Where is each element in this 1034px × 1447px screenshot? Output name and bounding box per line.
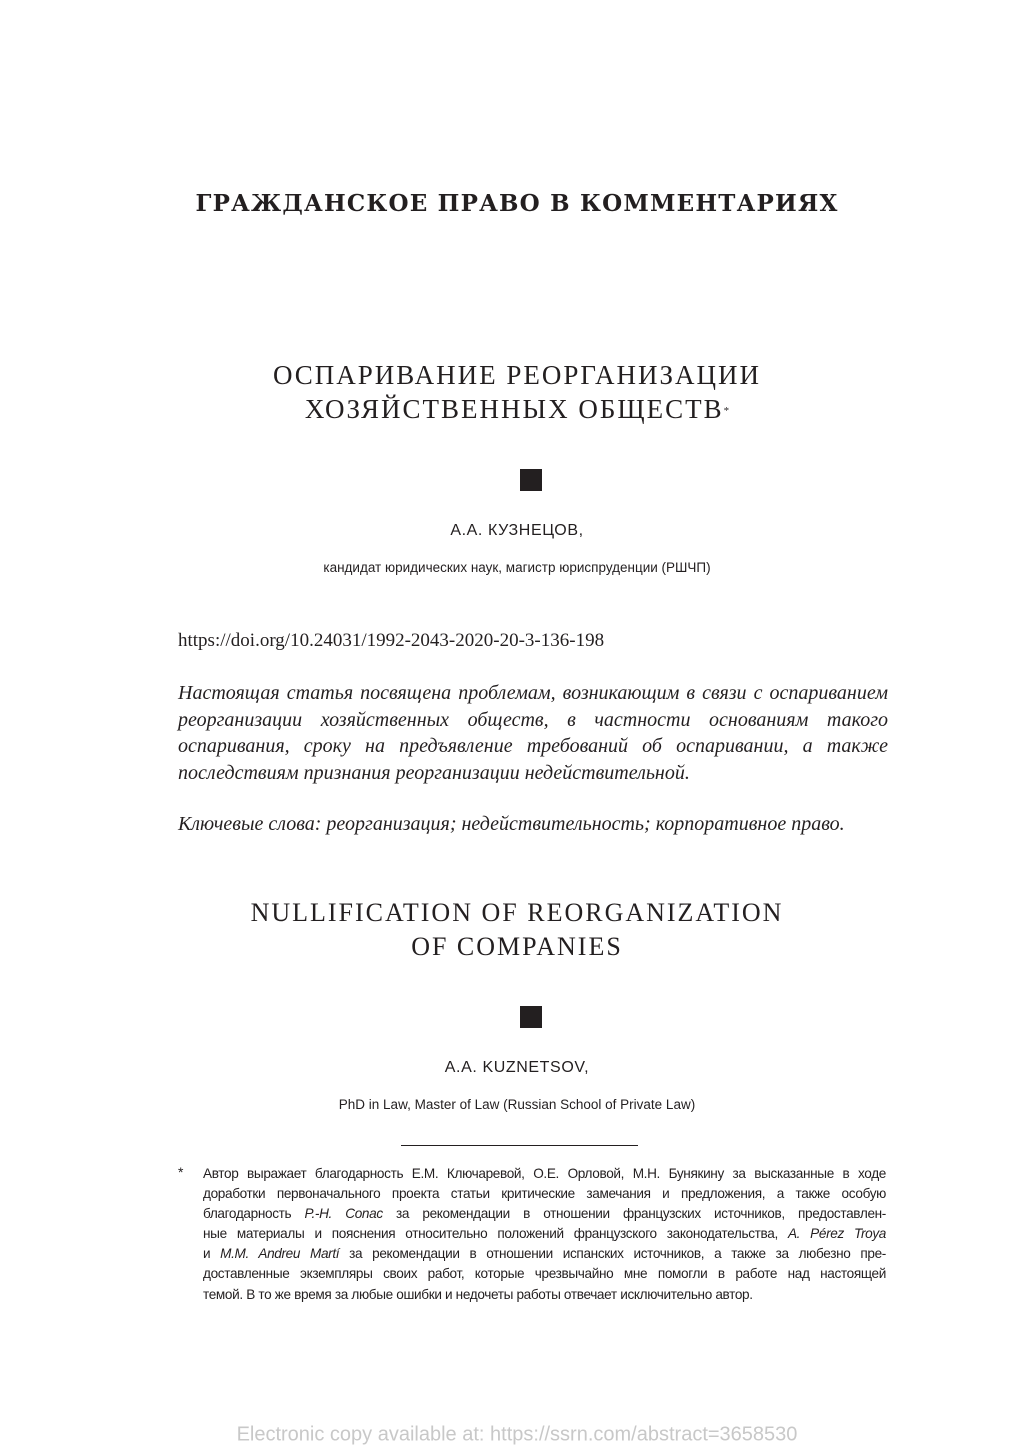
author-affiliation-ru: кандидат юридических наук, магистр юриспруденции (РШЧП) xyxy=(323,560,711,575)
footnote-text-run: темой. В то же время за любые ошибки и недочеты работы отвечает исключительно автор. xyxy=(203,1286,753,1302)
article-title-en xyxy=(0,896,1034,964)
article-title-ru-line2 xyxy=(0,392,1034,426)
keywords-ru: Ключевые слова: реорганизация; недействительность; корпоративное право. xyxy=(178,813,845,835)
author-affiliation-en: PhD in Law, Master of Law (Russian School of Private Law) xyxy=(338,1097,696,1112)
section-divider-square xyxy=(520,1006,542,1028)
footnote-person-name: M.M. Andreu Martí xyxy=(220,1246,340,1262)
ssrn-watermark: Electronic copy available at: https://ssrn.com/abstract=3658530 xyxy=(236,1423,798,1446)
footnote-text xyxy=(203,1164,886,1305)
article-title-en-line1: NULLIFICATION OF REORGANIZATION xyxy=(250,898,784,927)
section-divider-square xyxy=(520,469,542,491)
title-footnote-marker[interactable]: * xyxy=(723,405,730,417)
footnote-text-run: Автор выражает благодарность Е.М. Ключаревой, О.Е. Орловой, М.Н. Бунякину за высказанные в ходе xyxy=(203,1166,886,1181)
footnote-text-run: доработки первоначального проекта статьи критические замечания и предложения, а также особую xyxy=(203,1186,886,1202)
author-name-ru: А.А. КУЗНЕЦОВ, xyxy=(450,522,584,539)
footnote-line xyxy=(203,1244,886,1264)
doi-link[interactable]: https://doi.org/10.24031/1992-2043-2020-20-3-136-198 xyxy=(178,630,605,651)
footnote-text-run: доставленные экземпляры своих работ, которые чрезвычайно мне помогли в работе над настоящей xyxy=(203,1266,886,1282)
footnote-separator xyxy=(401,1145,638,1146)
author-name-en: A.A. KUZNETSOV, xyxy=(444,1059,590,1076)
footnote-person-name: A. Pérez Troya xyxy=(787,1226,886,1242)
footnote-line xyxy=(203,1224,886,1244)
footnote-text-run: благодарность xyxy=(203,1206,305,1222)
abstract-ru: Настоящая статья посвящена проблемам, возникающим в связи с оспариванием реорганизации хозяйственных обществ, в частности основаниям такого оспаривания, сроку на предъявление требований об оспаривании, а также последствиям признания реорганизации недействительной. xyxy=(178,682,888,784)
footnote-text-run: ные материалы и пояснения относительно положений французского законодательства, xyxy=(203,1226,788,1242)
footnote-line xyxy=(203,1285,886,1305)
footnote-line xyxy=(203,1204,886,1224)
footnote-line xyxy=(203,1264,886,1284)
footnote-marker: * xyxy=(178,1164,184,1180)
section-title: ГРАЖДАНСКОЕ ПРАВО В КОММЕНТАРИЯХ xyxy=(195,190,839,217)
footnote-text-run: за рекомендации в отношении французских источников, предоставлен- xyxy=(382,1206,886,1222)
article-title-en-line2: OF COMPANIES xyxy=(411,932,623,961)
footnote-line xyxy=(203,1164,886,1184)
article-title-ru-line2-text: ХОЗЯЙСТВЕННЫХ ОБЩЕСТВ xyxy=(304,394,724,424)
footnote-line xyxy=(203,1184,886,1204)
article-title-ru-line1: ОСПАРИВАНИЕ РЕОРГАНИЗАЦИИ xyxy=(272,360,762,390)
article-title-ru xyxy=(0,358,1034,426)
footnote-person-name: P.-H. Conac xyxy=(304,1206,383,1222)
footnote-text-run: и xyxy=(203,1246,221,1262)
footnote-text-run: за рекомендации в отношении испанских источников, а также за любезно пре- xyxy=(339,1246,886,1262)
